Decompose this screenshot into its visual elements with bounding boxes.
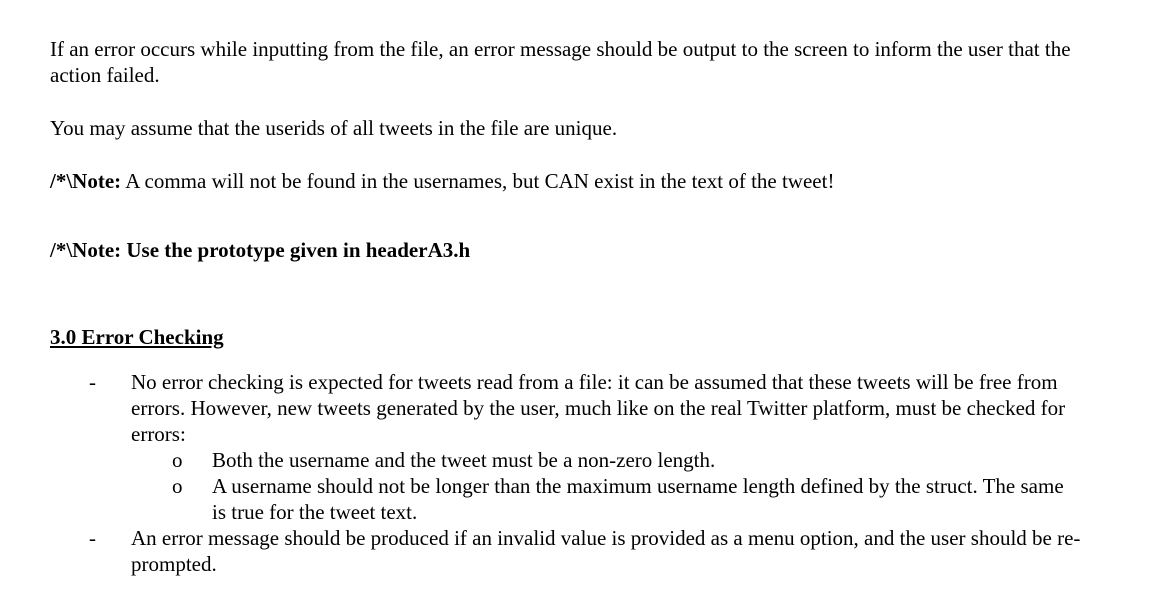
sub-list-item-text: Both the username and the tweet must be a non-zero length. (212, 448, 716, 472)
paragraph-input-error: If an error occurs while inputting from the file, an error message should be output to the screen to inform the user that the action failed. (50, 37, 1071, 87)
dash-bullet: - (89, 370, 96, 394)
circle-bullet: o (172, 448, 183, 472)
dash-bullet: - (89, 526, 96, 550)
note-comma-usernames (50, 168, 834, 194)
note-label: /*\Note: (50, 169, 122, 193)
sub-list-item-text: A username should not be longer than the maximum username length defined by the struct. The same is true for the tweet text. (212, 474, 1064, 524)
note-prototype: /*\Note: Use the prototype given in headerA3.h (50, 238, 471, 262)
note-text: A comma will not be found in the usernames, but CAN exist in the text of the tweet! (121, 169, 835, 193)
error-checking-list (0, 369, 1168, 577)
sub-list (131, 447, 1096, 525)
sub-list-item (131, 447, 1082, 473)
list-item-text: An error message should be produced if an invalid value is provided as a menu option, and the user should be re-prompted. (131, 526, 1081, 576)
paragraph-unique-userids: You may assume that the userids of all tweets in the file are unique. (50, 116, 618, 140)
section-heading-error-checking: 3.0 Error Checking (50, 325, 224, 349)
list-item (0, 525, 1096, 577)
list-item (0, 369, 1096, 525)
list-item-text: No error checking is expected for tweets read from a file: it can be assumed that these tweets will be free from errors. However, new tweets generated by the user, much like on the real Twitter platform, must be checked for errors: (131, 370, 1066, 446)
sub-list-item (131, 473, 1082, 525)
circle-bullet: o (172, 474, 183, 498)
